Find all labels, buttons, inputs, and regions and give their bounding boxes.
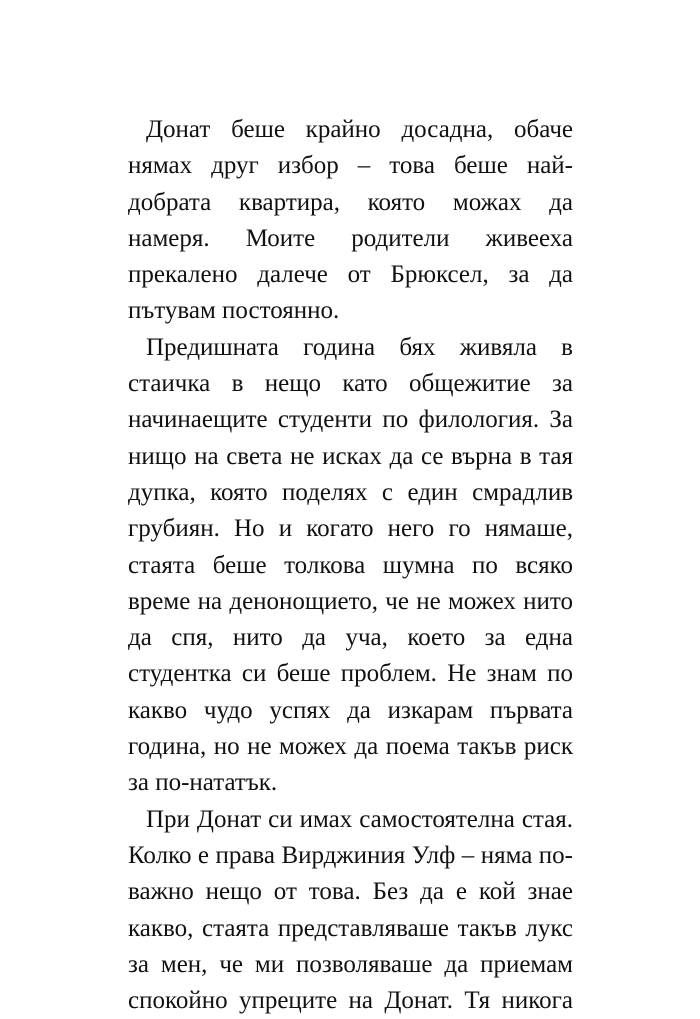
paragraph-1 bbox=[128, 112, 573, 330]
text-line: начинаещите студенти по филология. За bbox=[128, 406, 573, 434]
text-line: Донат беше крайно досадна, обаче bbox=[146, 116, 573, 143]
text-line: студентка си беше проблем. Не знам по bbox=[128, 660, 573, 688]
text-line: важно нещо от това. Без да е кой знае bbox=[128, 878, 573, 906]
text-line: за мен, че ми позволяваше да приемам bbox=[128, 950, 573, 978]
text-line: стаичка в нещо като общежитие за bbox=[128, 370, 573, 398]
text-line: При Донат си имах самостоятелна стая. bbox=[146, 805, 573, 833]
text-line: спокойно упреците на Донат. Тя никога bbox=[128, 987, 573, 1015]
text-line: намеря. Моите родители живееха bbox=[128, 224, 573, 252]
text-line: дупка, която поделях с един смрадлив bbox=[128, 478, 573, 506]
text-line: прекалено далече от Брюксел, за да bbox=[128, 261, 573, 289]
paragraph-3 bbox=[128, 802, 573, 1019]
text-line: добрата квартира, която можах да bbox=[128, 188, 573, 216]
text-line: да спя, нито да уча, което за една bbox=[128, 624, 573, 652]
text-line: година, но не можех да поема такъв риск bbox=[128, 733, 573, 761]
text-line: нямах друг избор – това беше най- bbox=[128, 152, 573, 180]
text-line: пътувам постоянно. bbox=[128, 297, 340, 325]
book-page-text bbox=[128, 112, 573, 1019]
paragraph-2 bbox=[128, 330, 573, 802]
text-line: за по-нататък. bbox=[128, 769, 278, 797]
text-line: нищо на света не исках да се върна в тая bbox=[128, 442, 573, 470]
text-line: грубиян. Но и когато него го нямаше, bbox=[128, 515, 573, 543]
text-line: Колко е права Вирджиния Улф – няма по- bbox=[128, 841, 573, 869]
text-line: какво, стаята представляваше такъв лукс bbox=[128, 914, 573, 942]
text-line: стаята беше толкова шумна по всяко bbox=[128, 551, 573, 579]
text-line: какво чудо успях да изкарам първата bbox=[128, 696, 573, 724]
text-line: Предишната година бях живяла в bbox=[146, 333, 573, 361]
text-line: време на денонощието, че не можех нито bbox=[128, 587, 573, 615]
